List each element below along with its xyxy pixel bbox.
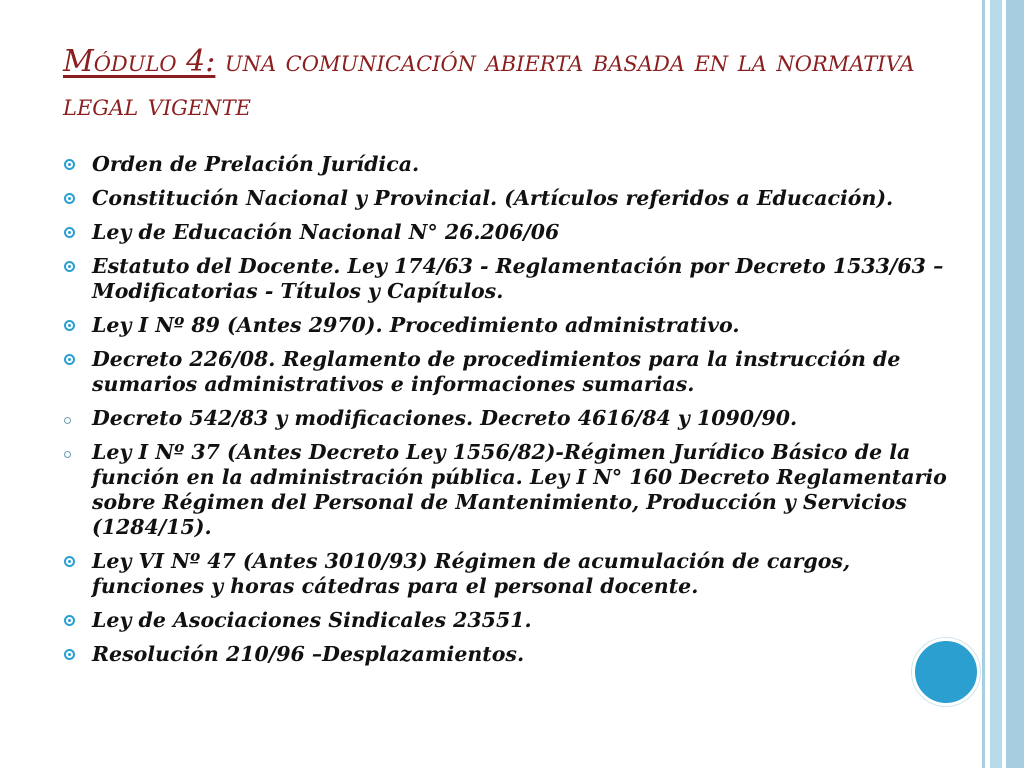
spiral-bullet-icon bbox=[64, 556, 75, 567]
spiral-bullet-icon bbox=[64, 193, 75, 204]
slide-title bbox=[63, 40, 943, 128]
list-item bbox=[64, 186, 964, 211]
ring-bullet-icon bbox=[64, 417, 71, 424]
list-item bbox=[64, 440, 964, 540]
list-item-text: Ley VI Nº 47 (Antes 3010/93) Régimen de acumulación de cargos, funciones y horas cátedras para el personal docente. bbox=[92, 549, 851, 598]
spiral-bullet-icon bbox=[64, 227, 75, 238]
list-item bbox=[64, 549, 964, 599]
list-item-text: Ley I Nº 37 (Antes Decreto Ley 1556/82)-Régimen Jurídico Básico de la función en la administración pública. Ley I N° 160 Decreto Reglamentario sobre Régimen del Personal de Mantenimiento, Producción y Servicios (1284/15). bbox=[92, 440, 947, 539]
list-item-text: Ley de Educación Nacional N° 26.206/06 bbox=[92, 220, 560, 244]
ring-bullet-icon bbox=[64, 451, 71, 458]
list-item bbox=[64, 608, 964, 633]
list-item-text: Estatuto del Docente. Ley 174/63 - Reglamentación por Decreto 1533/63 – Modificatorias - Títulos y Capítulos. bbox=[92, 254, 944, 303]
right-decorative-stripes bbox=[978, 0, 1024, 768]
list-item-text: Ley I Nº 89 (Antes 2970). Procedimiento administrativo. bbox=[92, 313, 740, 337]
list-item bbox=[64, 254, 964, 304]
list-item bbox=[64, 313, 964, 338]
list-item-text: Orden de Prelación Jurídica. bbox=[92, 152, 420, 176]
list-item-text: Resolución 210/96 –Desplazamientos. bbox=[92, 642, 525, 666]
spiral-bullet-icon bbox=[64, 354, 75, 365]
decorative-circle bbox=[912, 638, 980, 706]
list-item-text: Ley de Asociaciones Sindicales 23551. bbox=[92, 608, 532, 632]
spiral-bullet-icon bbox=[64, 320, 75, 331]
list-item-text: Decreto 542/83 y modificaciones. Decreto 4616/84 y 1090/90. bbox=[92, 406, 798, 430]
spiral-bullet-icon bbox=[64, 615, 75, 626]
list-item bbox=[64, 152, 964, 177]
list-item bbox=[64, 347, 964, 397]
spiral-bullet-icon bbox=[64, 261, 75, 272]
title-rest: una comunicación abierta basada en la normativa legal vigente bbox=[63, 44, 915, 123]
list-item bbox=[64, 642, 964, 667]
list-item bbox=[64, 406, 964, 431]
list-item-text: Constitución Nacional y Provincial. (Artículos referidos a Educación). bbox=[92, 186, 894, 210]
bullet-list bbox=[64, 152, 964, 676]
spiral-bullet-icon bbox=[64, 649, 75, 660]
spiral-bullet-icon bbox=[64, 159, 75, 170]
list-item-text: Decreto 226/08. Reglamento de procedimientos para la instrucción de sumarios administrativos e informaciones sumarias. bbox=[92, 347, 901, 396]
list-item bbox=[64, 220, 964, 245]
title-module-label: Módulo 4: bbox=[63, 44, 216, 79]
